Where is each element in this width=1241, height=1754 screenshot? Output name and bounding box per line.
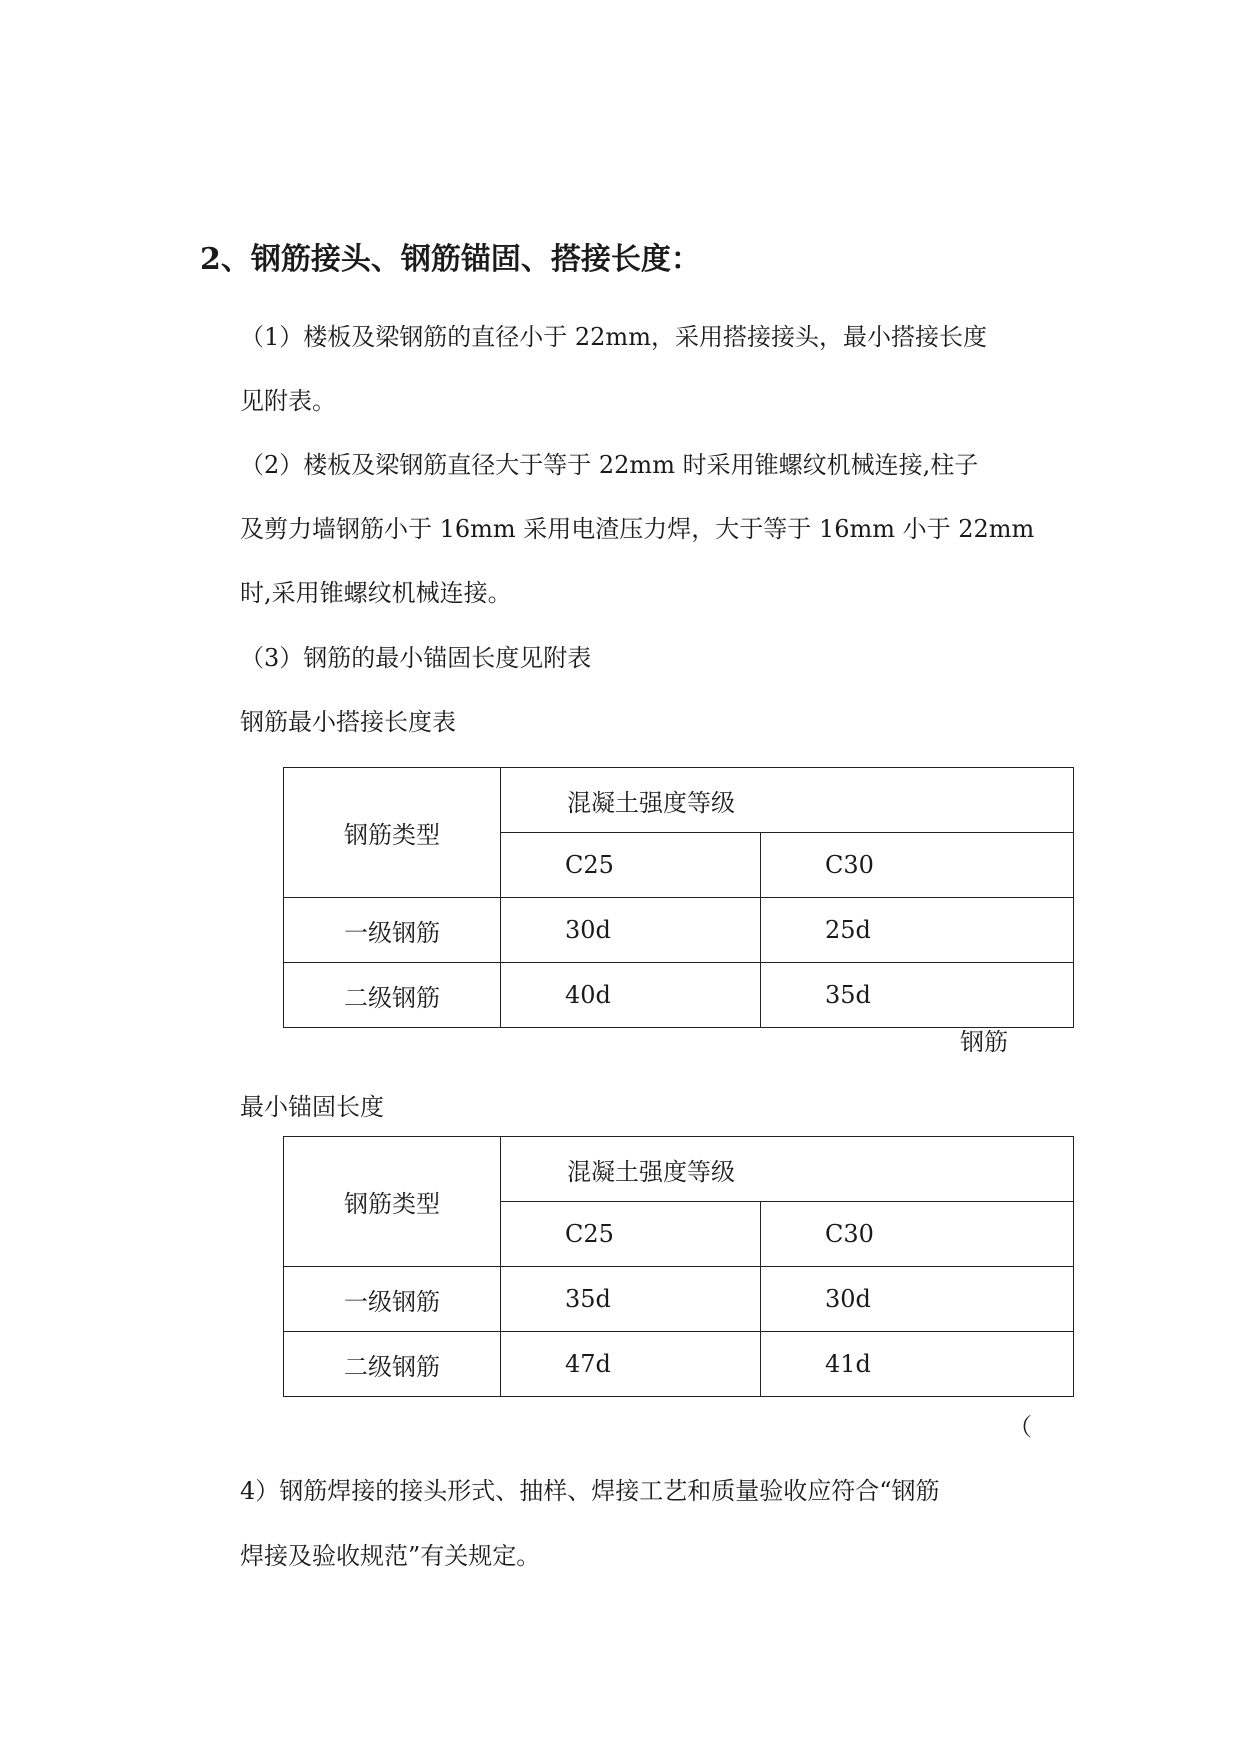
table-cell: 47d [501,1332,761,1397]
row-label: 一级钢筋 [284,1267,501,1332]
column-header-c30: C30 [761,833,1074,898]
anchorage-length-table [283,1136,1074,1397]
row-label: 二级钢筋 [284,1332,501,1397]
table-cell: 35d [501,1267,761,1332]
paragraph-2-line-1: （2）楼板及梁钢筋直径大于等于 22mm 时采用锥螺纹机械连接,柱子 [240,451,979,479]
table-row [284,963,1074,1028]
table-cell: 30d [501,898,761,963]
column-header-c25: C25 [501,1202,761,1267]
paragraph-4-line-1: 4）钢筋焊接的接头形式、抽样、焊接工艺和质量验收应符合“钢筋 [240,1477,940,1505]
type-header-cell: 钢筋类型 [284,1137,501,1267]
table-row [284,1267,1074,1332]
paragraph-2-line-3: 时,采用锥螺纹机械连接。 [240,579,512,607]
table-cell: 41d [761,1332,1074,1397]
paragraph-3: （3）钢筋的最小锚固长度见附表 [240,644,592,672]
table2-caption-part1: 钢筋 [960,1028,1008,1056]
table-cell: 25d [761,898,1074,963]
lap-length-table [283,767,1074,1028]
paragraph-2-line-2: 及剪力墙钢筋小于 16mm 采用电渣压力焊，大于等于 16mm 小于 22mm [240,515,1035,543]
grade-header-cell: 混凝土强度等级 [501,768,1074,833]
row-label: 一级钢筋 [284,898,501,963]
column-header-c30: C30 [761,1202,1074,1267]
paragraph-1-line-2: 见附表。 [240,387,336,415]
table-row [284,1332,1074,1397]
grade-header-cell: 混凝土强度等级 [501,1137,1074,1202]
table-cell: 35d [761,963,1074,1028]
table1-caption: 钢筋最小搭接长度表 [240,708,456,736]
table-row [284,898,1074,963]
stray-parenthesis: （ [1008,1413,1032,1441]
row-label: 二级钢筋 [284,963,501,1028]
paragraph-4-line-2: 焊接及验收规范”有关规定。 [240,1542,541,1570]
section-heading: 2、钢筋接头、钢筋锚固、搭接长度： [200,242,701,277]
table-cell: 30d [761,1267,1074,1332]
column-header-c25: C25 [501,833,761,898]
table-cell: 40d [501,963,761,1028]
paragraph-1-line-1: （1）楼板及梁钢筋的直径小于 22mm，采用搭接接头，最小搭接长度 [240,323,987,351]
type-header-cell: 钢筋类型 [284,768,501,898]
table2-caption-part2: 最小锚固长度 [240,1093,384,1121]
